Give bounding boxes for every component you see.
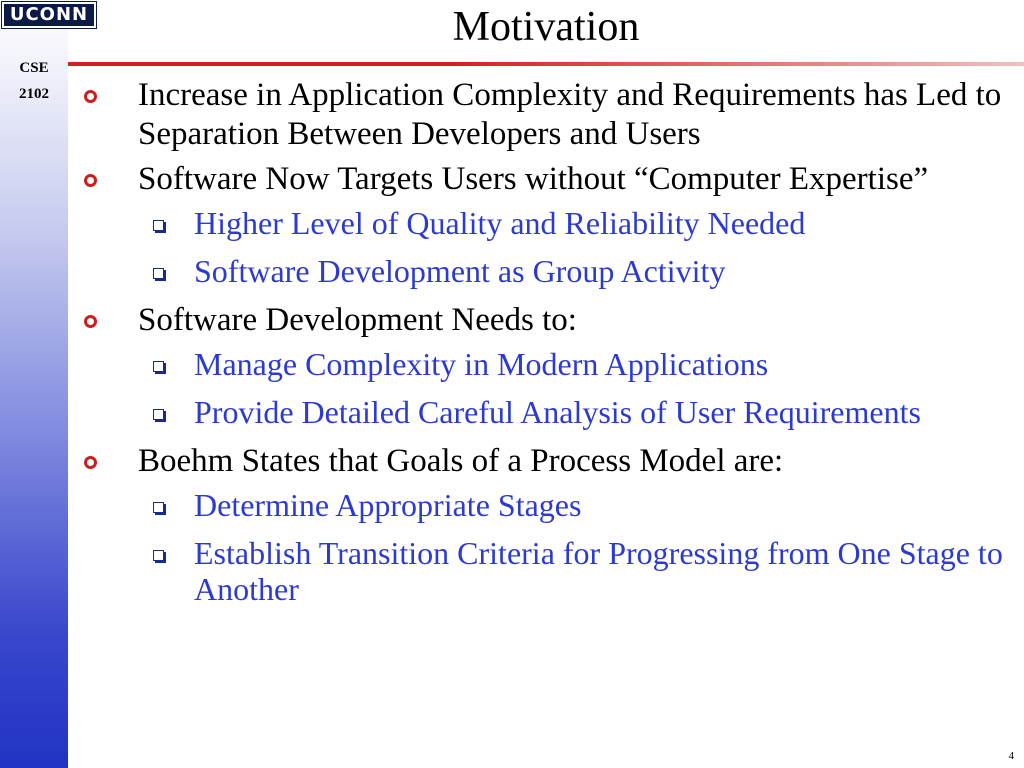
- sub-bullet-item: [80, 535, 1010, 607]
- sub-bullet-text: Establish Transition Criteria for Progressing from One Stage to Another: [194, 535, 1003, 607]
- sub-bullet-text: Manage Complexity in Modern Applications: [194, 346, 769, 382]
- bullet-item: [80, 442, 1010, 481]
- slide-title: Motivation: [452, 4, 640, 50]
- sub-bullet-item: [80, 205, 1010, 241]
- bullet-item: [80, 301, 1010, 340]
- course-label: [0, 55, 68, 107]
- course-number: 2102: [19, 86, 49, 102]
- bullet-text: Software Development Needs to:: [138, 302, 577, 338]
- bullet-text: Increase in Application Complexity and Requirements has Led to Separation Between Developers and Users: [138, 77, 1002, 152]
- hollow-circle-bullet-icon: [84, 456, 97, 469]
- bullet-text: Boehm States that Goals of a Process Model are:: [138, 443, 784, 479]
- hollow-square-bullet-icon: [153, 268, 164, 279]
- page-number: 4: [1008, 750, 1014, 762]
- hollow-square-bullet-icon: [153, 502, 164, 513]
- bullet-item: [80, 76, 1010, 154]
- hollow-square-bullet-icon: [153, 220, 164, 231]
- sub-bullet-item: [80, 394, 1010, 430]
- hollow-square-bullet-icon: [153, 409, 164, 420]
- sub-bullet-item: [80, 253, 1010, 289]
- sub-bullet-text: Provide Detailed Careful Analysis of User Requirements: [194, 394, 921, 430]
- sidebar: [0, 0, 68, 768]
- hollow-circle-bullet-icon: [84, 90, 97, 103]
- course-prefix: CSE: [19, 60, 49, 76]
- uconn-logo: UCONN: [2, 2, 96, 28]
- hollow-circle-bullet-icon: [84, 174, 97, 187]
- hollow-circle-bullet-icon: [84, 315, 97, 328]
- hollow-square-bullet-icon: [153, 361, 164, 372]
- sub-bullet-item: [80, 346, 1010, 382]
- sub-bullet-item: [80, 487, 1010, 523]
- sub-bullet-text: Higher Level of Quality and Reliability Needed: [194, 205, 806, 241]
- bullet-item: [80, 160, 1010, 199]
- sub-bullet-text: Determine Appropriate Stages: [194, 487, 582, 523]
- sub-bullet-text: Software Development as Group Activity: [194, 253, 726, 289]
- bullet-list: [80, 76, 1010, 619]
- bullet-text: Software Now Targets Users without “Computer Expertise”: [138, 161, 929, 197]
- hollow-square-bullet-icon: [153, 550, 164, 561]
- title-rule: [68, 62, 1024, 66]
